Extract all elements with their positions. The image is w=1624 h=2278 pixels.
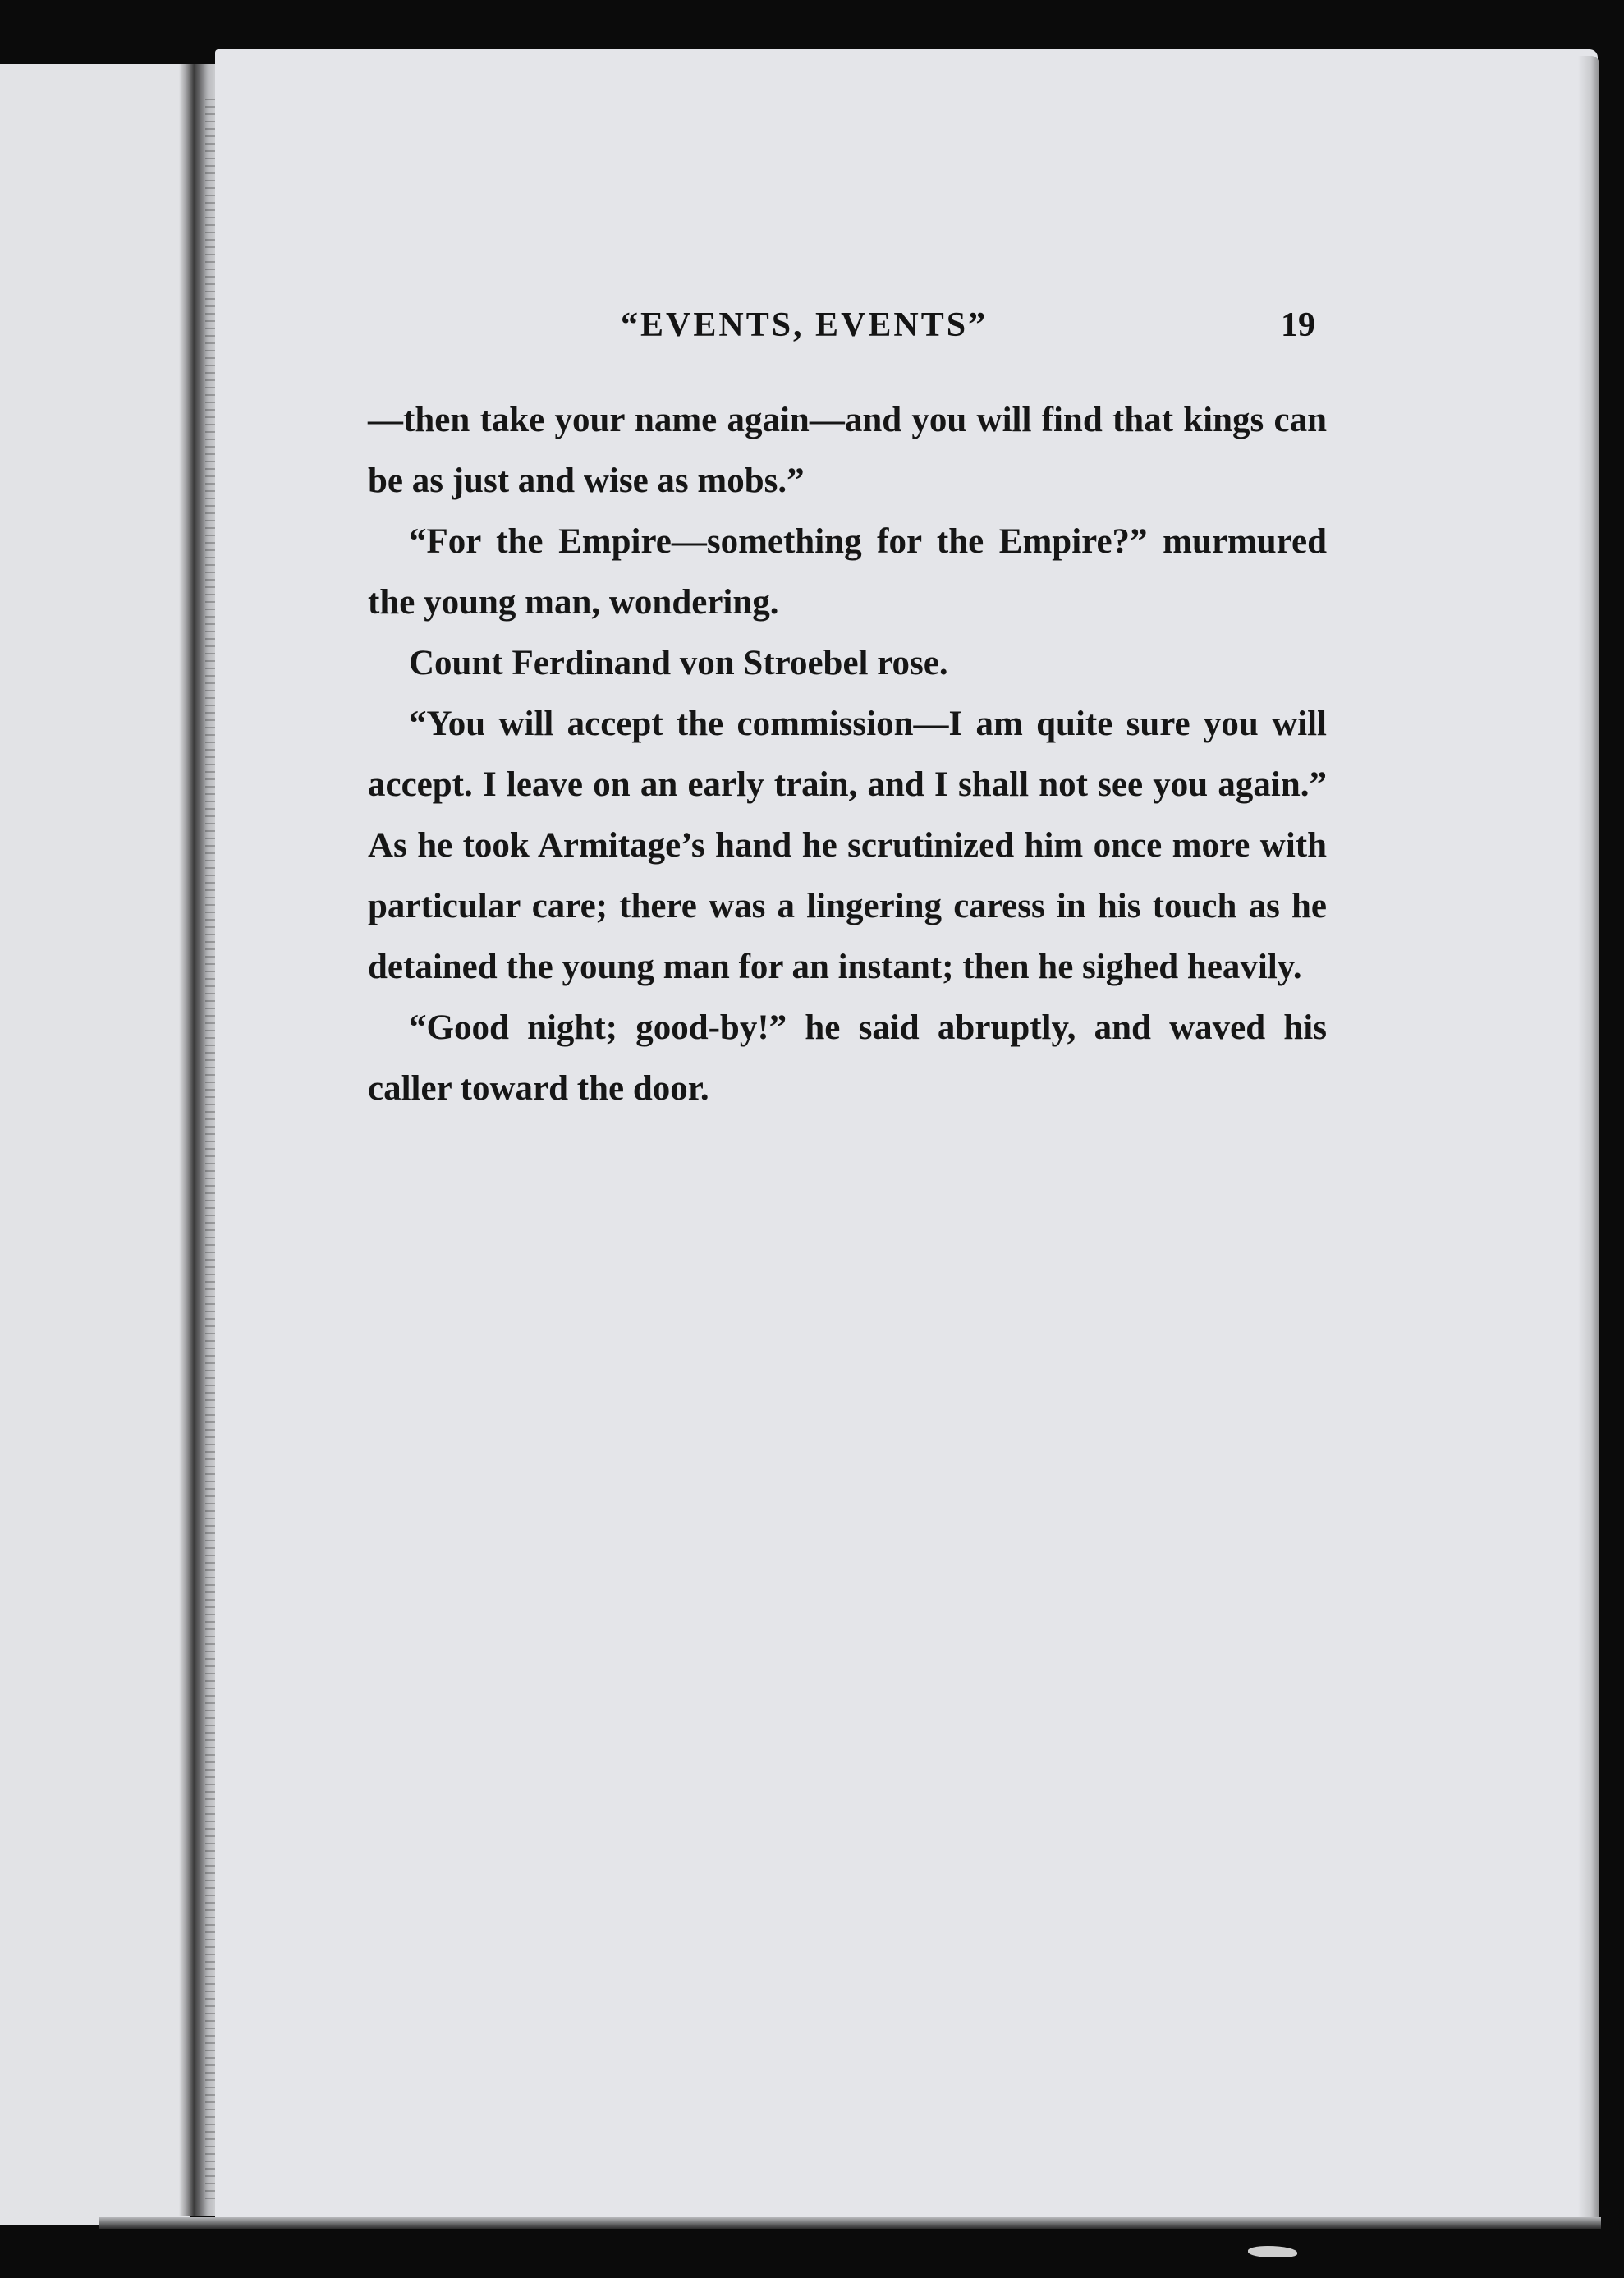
page-number: 19 (1281, 306, 1315, 344)
paragraph: “You will accept the commission—I am quite sure you will accept. I leave on an early train, and I shall not see you again.” As he took Armitage’s hand he scrutinized him once more with particular care; there was a lingering caress in his touch as he detained the young man for an instant; then he sighed heavily. (368, 705, 1327, 986)
page-header (0, 305, 1624, 363)
right-page (215, 49, 1598, 2229)
paragraph: “Good night; good-by!” he said abruptly, and waved his caller toward the door. (368, 1008, 1327, 1108)
paragraph: —then take your name again—and you will find that kings can be as just and wise as mobs.” (368, 401, 1327, 500)
page-bottom-shadow (99, 2217, 1601, 2229)
page-edge (1578, 56, 1599, 2224)
paragraph: Count Ferdinand von Stroebel rose. (409, 644, 948, 682)
scan-artifact (1248, 2246, 1297, 2257)
page-body (368, 390, 1327, 1119)
running-title: “EVENTS, EVENTS” (621, 306, 989, 344)
left-page-fragment (0, 64, 190, 2225)
paragraph: “For the Empire—something for the Empire?” murmured the young man, wondering. (368, 522, 1327, 622)
